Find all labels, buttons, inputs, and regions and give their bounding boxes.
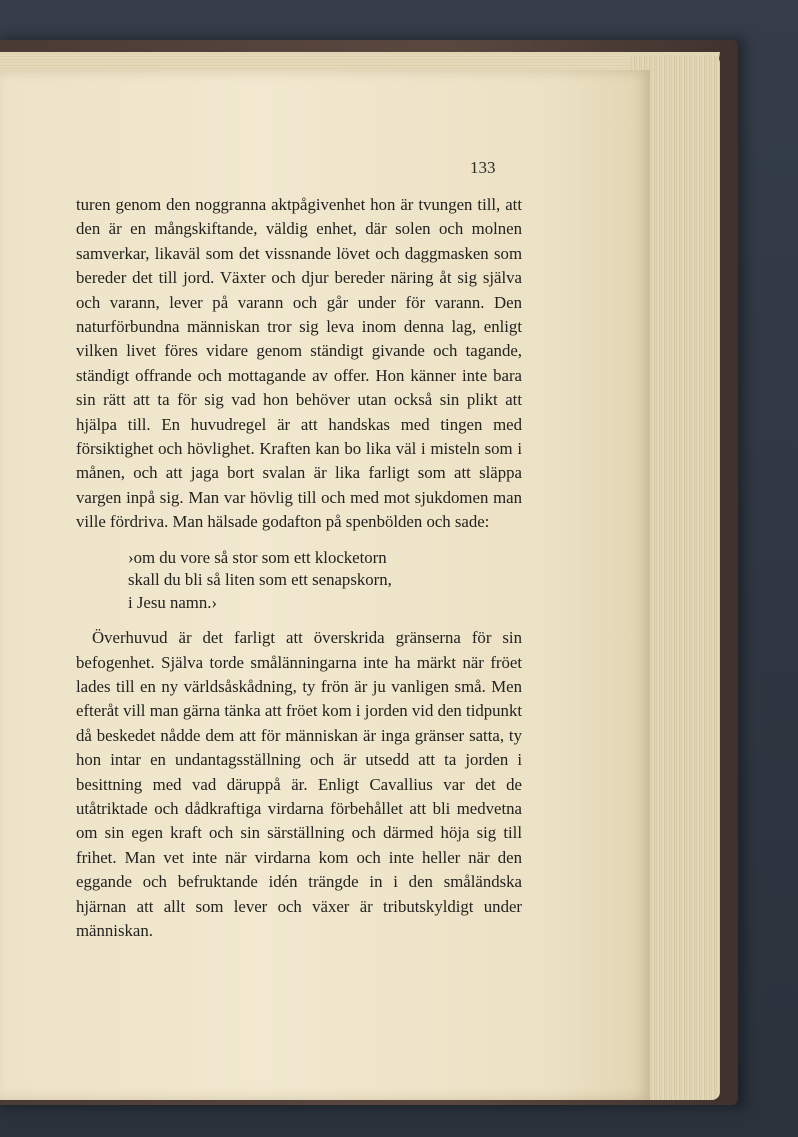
paragraph-1: turen genom den noggranna aktpågivenhet hon är tvungen till, att den är en mångskiftande, väldig enhet, där solen och molnen samverkar, likaväl som det vissnande lövet och daggmasken som bereder det till jord. Växter och djur bereder näring åt sig själva och varann, lever på varann och går under för varann. Den naturförbundna människan tror sig leva inom denna lag, enligt vilken livet föres vidare genom ständigt givande och tagande, ständigt offrande och mottagande av offer. Hon känner inte bara sin rätt att ta för sig vad hon behöver utan också sin plikt att hjälpa till. En huvudregel är att handskas med tingen med försiktighet och hövlighet. Kraften kan bo lika väl i misteln som i månen, och att jaga bort svalan är lika farligt som att släppa vargen inpå sig. Man var hövlig till och med mot sjukdomen man ville fördriva. Man hälsade godafton på spenbölden och sade:	[76, 195, 522, 532]
verse-line-1: ›om du vore så stor som ett klocketorn	[128, 547, 387, 567]
page-text	[76, 193, 522, 943]
verse-line-2: skall du bli så liten som ett senapskorn,	[128, 570, 392, 590]
paragraph-2: Överhuvud är det farligt att överskrida gränserna för sin befogenhet. Själva torde smålänningarna inte ha märkt när fröet lades till en ny världsåskådning, ty frön är ju vanligen små. Men efteråt vill man gärna tänka att fröet kom i jorden vid den tidpunkt då beskedet nådde dem att för människan är inga gränser satta, ty hon intar en undantagsställning och är utsedd att ta jorden i besittning med vad däruppå är. Enligt Cavallius var det de utåtriktade och dådkraftiga virdarna förbehållet att bli medvetna om sin egen kraft och sin särställning och därmed höja sig till frihet. Man vet inte när virdarna kom och inte heller när den eggande och befruktande idén trängde in i den småländska hjärnan att allt som lever och växer är tributskyldigt under människan.	[76, 628, 522, 941]
page-number: 133	[470, 158, 496, 177]
verse-quote	[128, 547, 522, 615]
verse-line-3: i Jesu namn.›	[128, 592, 218, 612]
